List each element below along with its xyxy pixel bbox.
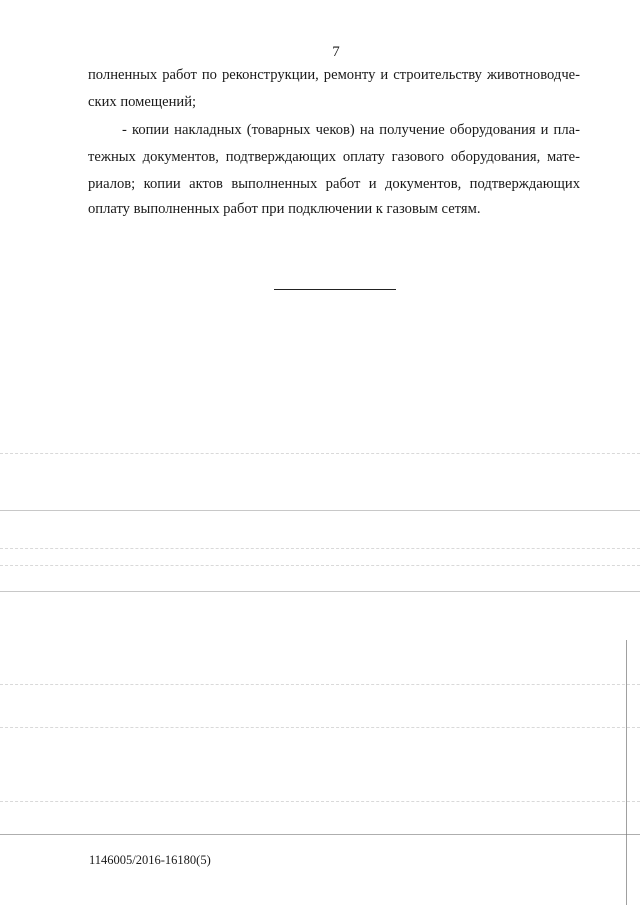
text-line-2: ских помещений; xyxy=(88,94,197,110)
text-line-4: тежных документов, подтверждающих оплату газового оборудования, мате- xyxy=(88,149,580,165)
page-number: 7 xyxy=(332,44,340,60)
scan-artifact-line xyxy=(0,548,640,549)
scan-artifact-line xyxy=(0,591,640,592)
text-line-1: полненных работ по реконструкции, ремонту и строительству животноводче- xyxy=(88,67,580,83)
text-line-3: - копии накладных (товарных чеков) на получение оборудования и пла- xyxy=(122,122,580,138)
scan-edge-line xyxy=(626,640,627,905)
scan-artifact-line xyxy=(0,510,640,511)
scan-artifact-line xyxy=(0,453,640,454)
text-line-6: оплату выполненных работ при подключении к газовым сетям. xyxy=(88,201,481,217)
scan-artifact-line xyxy=(0,834,640,835)
document-number: 1146005/2016-16180(5) xyxy=(89,853,211,867)
end-separator-line xyxy=(274,289,396,290)
scan-artifact-line xyxy=(0,684,640,685)
scan-artifact-line xyxy=(0,565,640,566)
text-line-5: риалов; копии актов выполненных работ и документов, подтверждающих xyxy=(88,176,580,192)
scan-artifact-line xyxy=(0,727,640,728)
scan-artifact-line xyxy=(0,801,640,802)
